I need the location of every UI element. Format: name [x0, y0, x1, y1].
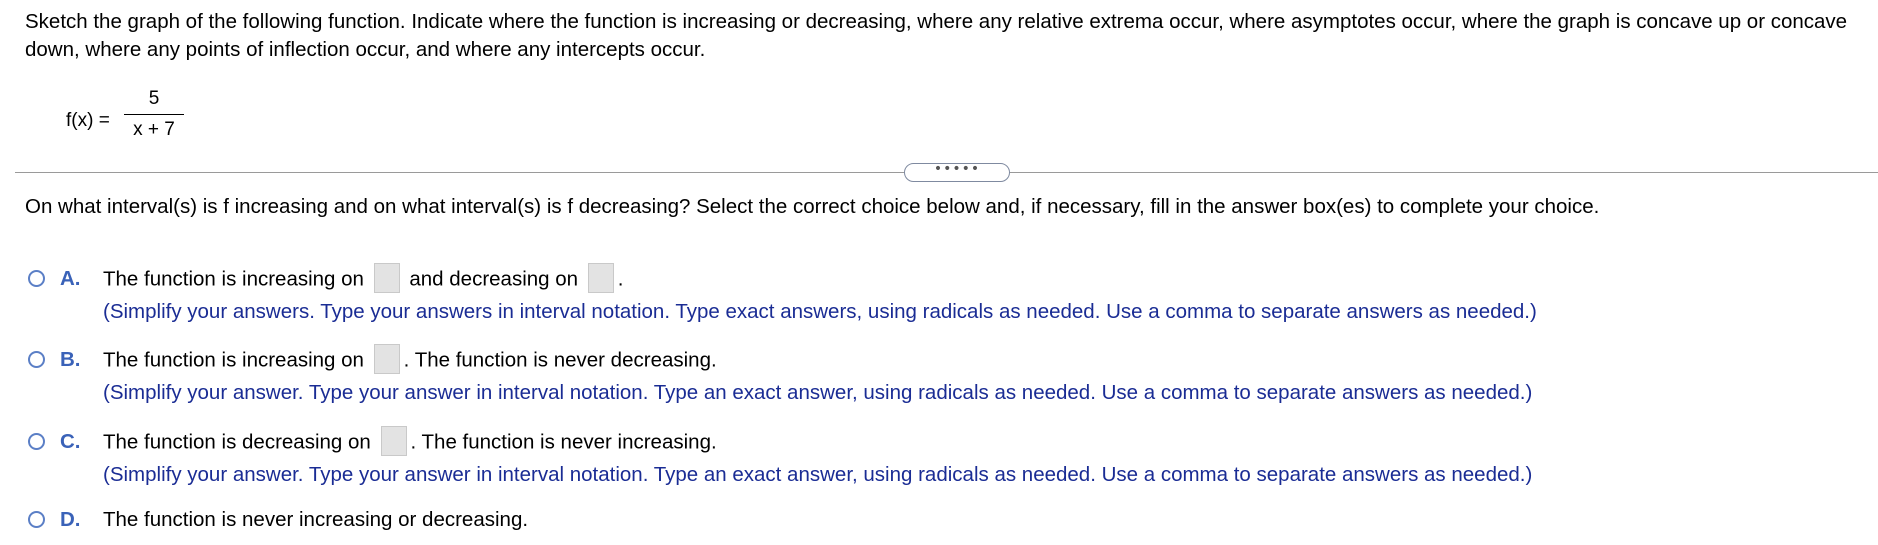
radio-button-b[interactable]	[28, 351, 45, 368]
answer-box-decreasing[interactable]	[381, 426, 407, 456]
fraction-denominator: x + 7	[133, 119, 175, 140]
choice-letter-a: A.	[60, 267, 81, 290]
radio-button-a[interactable]	[28, 270, 45, 287]
choice-b-part1: The function is increasing on	[103, 348, 364, 372]
function-lhs: f(x) =	[66, 110, 110, 131]
choice-letter-b: B.	[60, 348, 81, 371]
choice-text-a	[103, 265, 623, 295]
answer-box-increasing[interactable]	[374, 263, 400, 293]
function-fraction	[124, 86, 184, 143]
choice-b-part2: . The function is never decreasing.	[403, 348, 717, 372]
choice-text-b	[103, 346, 717, 376]
question-text: On what interval(s) is f increasing and on what interval(s) is f decreasing? Select the correct choice below and, if necessary, fill in the answer box(es) to complete your choice.	[25, 195, 1600, 218]
answer-box-increasing[interactable]	[374, 344, 400, 374]
choice-c-part1: The function is decreasing on	[103, 430, 371, 454]
radio-button-d[interactable]	[28, 511, 45, 528]
choice-c-part2: . The function is never increasing.	[410, 430, 717, 454]
problem-statement: Sketch the graph of the following function. Indicate where the function is increasing or decreasing, where any relative extrema occur, where asymptotes occur, where the graph is concave up or concave down, where any points of inflection occur, and where any intercepts occur.	[25, 10, 1848, 61]
choice-hint-c: (Simplify your answer. Type your answer in interval notation. Type an exact answer, using radicals as needed. Use a comma to separate answers as needed.)	[103, 463, 1533, 486]
choice-text-d: The function is never increasing or decreasing.	[103, 508, 529, 531]
fraction-numerator: 5	[148, 88, 160, 109]
choice-a-part3: .	[617, 267, 624, 291]
choice-hint-a: (Simplify your answers. Type your answers in interval notation. Type exact answers, using radicals as needed. Use a comma to separate answers as needed.)	[103, 300, 1537, 323]
choice-letter-c: C.	[60, 430, 81, 453]
choice-a-part1: The function is increasing on	[103, 267, 364, 291]
answer-box-decreasing[interactable]	[588, 263, 614, 293]
expand-toggle-button[interactable]: •••••	[904, 163, 1010, 182]
choice-a-part2: and decreasing on	[409, 267, 579, 291]
choice-letter-d: D.	[60, 508, 81, 531]
function-definition	[66, 86, 266, 150]
radio-button-c[interactable]	[28, 433, 45, 450]
choice-hint-b: (Simplify your answer. Type your answer in interval notation. Type an exact answer, using radicals as needed. Use a comma to separate answers as needed.)	[103, 381, 1533, 404]
choice-text-c	[103, 428, 717, 458]
fraction-bar	[124, 114, 184, 115]
